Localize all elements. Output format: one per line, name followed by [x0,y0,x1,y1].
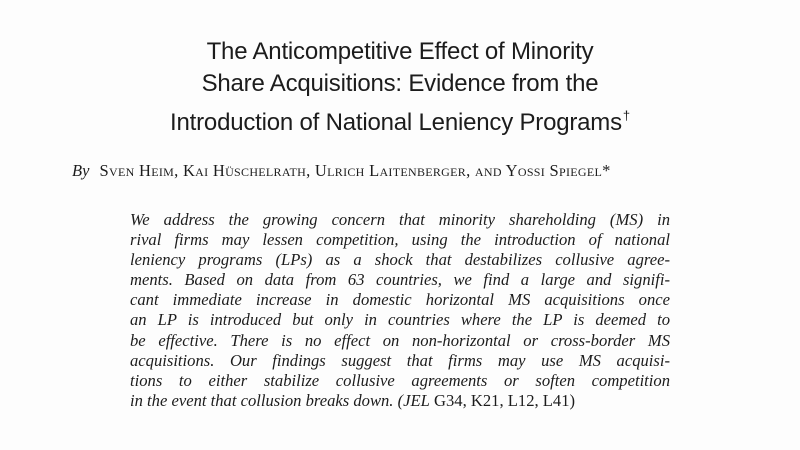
author-names: Sven Heim, Kai Hüschelrath, Ulrich Laitenberger, and Yossi Spiegel* [99,161,611,180]
abstract-line: rival firms may lessen competition, using the introduction of national [130,230,670,250]
abstract-line: tions to either stabilize collusive agreements or soften competition [130,370,670,390]
abstract-last-line-text: in the event that collusion breaks down. ( [130,390,404,410]
abstract-last-line [130,391,670,411]
abstract-line: We address the growing concern that minority shareholding (MS) in [130,210,670,229]
title-line-3-text: Introduction of National Leniency Programs [170,109,622,136]
title-line-1: The Anticompetitive Effect of Minority [206,38,594,65]
abstract-line: ments. Based on data from 63 countries, we find a large and signifi- [130,270,670,290]
paper-title [0,36,800,139]
title-line-3 [0,100,800,139]
abstract [130,210,670,411]
abstract-line: be effective. There is no effect on non-horizontal or cross-border MS [130,330,670,350]
jel-codes: G34, K21, L12, L41) [429,390,576,410]
title-line-2: Share Acquisitions: Evidence from the [201,70,599,97]
byline-by: By [72,161,90,180]
abstract-line: an LP is introduced but only in countries where the LP is deemed to [130,310,670,330]
abstract-line: leniency programs (LPs) as a shock that destabilizes collusive agree- [130,250,670,270]
title-footnote-mark: † [622,108,630,123]
abstract-line: acquisitions. Our findings suggest that firms may use MS acquisi- [130,350,670,370]
abstract-line: cant immediate increase in domestic horizontal MS acquisitions once [130,290,670,310]
author-byline [72,160,752,182]
jel-label: JEL [403,390,430,410]
